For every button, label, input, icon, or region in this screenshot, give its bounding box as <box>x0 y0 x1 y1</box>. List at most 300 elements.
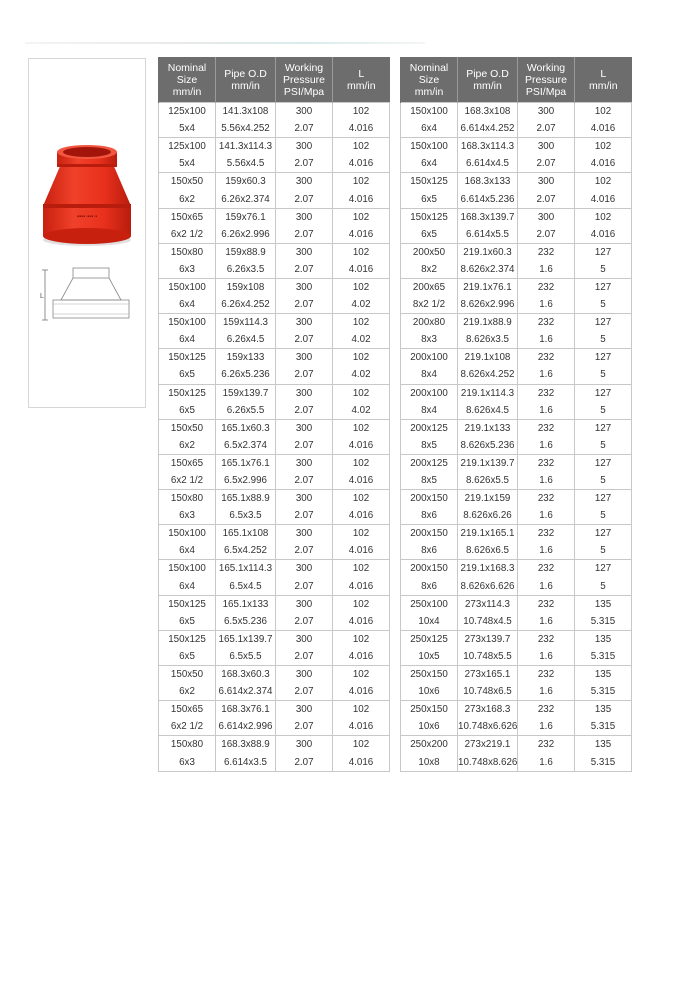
table-row-imperial <box>159 578 390 596</box>
table-row-metric <box>159 103 390 121</box>
nominal-size-cell: 6x5 <box>159 613 216 631</box>
table-row-imperial <box>159 648 390 666</box>
pipe-od-cell: 6.26x3.5 <box>216 261 276 279</box>
pressure-cell: 2.07 <box>276 261 333 279</box>
length-cell: 102 <box>333 314 390 332</box>
length-cell: 4.016 <box>333 718 390 736</box>
table-row-imperial <box>159 472 390 490</box>
length-cell: 5 <box>575 472 632 490</box>
header-working-pressure: Working Pressure PSI/Mpa <box>518 57 575 103</box>
table-row-imperial <box>159 542 390 560</box>
pipe-od-cell: 10.748x5.5 <box>458 648 518 666</box>
nominal-size-cell: 5x4 <box>159 155 216 173</box>
nominal-size-cell: 6x4 <box>401 155 458 173</box>
pressure-cell: 1.6 <box>518 578 575 596</box>
nominal-size-cell: 6x2 <box>159 190 216 208</box>
nominal-size-cell: 150x80 <box>159 490 216 508</box>
length-cell: 5.315 <box>575 683 632 701</box>
nominal-size-cell: 8x4 <box>401 366 458 384</box>
pipe-od-cell: 6.5x2.996 <box>216 472 276 490</box>
nominal-size-cell: 200x150 <box>401 525 458 543</box>
pipe-od-cell: 6.26x2.996 <box>216 226 276 244</box>
pipe-od-cell: 165.1x108 <box>216 525 276 543</box>
table-row-imperial <box>401 261 632 279</box>
pressure-cell: 232 <box>518 490 575 508</box>
pipe-od-cell: 165.1x133 <box>216 595 276 613</box>
pipe-od-cell: 10.748x6.5 <box>458 683 518 701</box>
length-cell: 102 <box>333 595 390 613</box>
pipe-od-cell: 8.626x4.252 <box>458 366 518 384</box>
pipe-od-cell: 6.614x2.996 <box>216 718 276 736</box>
pressure-cell: 300 <box>276 103 333 121</box>
pipe-od-cell: 6.614x2.374 <box>216 683 276 701</box>
pipe-od-cell: 6.614x4.252 <box>458 120 518 138</box>
table-row-metric <box>401 525 632 543</box>
table-row-imperial <box>401 683 632 701</box>
svg-text:▪▪▪▪ ▪▪▪ ▪: ▪▪▪▪ ▪▪▪ ▪ <box>76 214 98 220</box>
pipe-od-cell: 168.3x88.9 <box>216 736 276 754</box>
nominal-size-cell: 150x100 <box>401 138 458 156</box>
length-cell: 127 <box>575 384 632 402</box>
pipe-od-cell: 273x139.7 <box>458 630 518 648</box>
length-cell: 102 <box>333 490 390 508</box>
pressure-cell: 2.07 <box>518 190 575 208</box>
pressure-cell: 1.6 <box>518 718 575 736</box>
pipe-od-cell: 6.614x5.5 <box>458 226 518 244</box>
nominal-size-cell: 6x2 <box>159 437 216 455</box>
pressure-cell: 2.07 <box>518 226 575 244</box>
nominal-size-cell: 8x2 1/2 <box>401 296 458 314</box>
table-row-metric <box>159 278 390 296</box>
nominal-size-cell: 125x100 <box>159 103 216 121</box>
top-divider <box>25 42 425 44</box>
pipe-od-cell: 8.626x5.5 <box>458 472 518 490</box>
nominal-size-cell: 6x4 <box>159 331 216 349</box>
nominal-size-cell: 10x8 <box>401 753 458 771</box>
table-row-metric <box>159 384 390 402</box>
nominal-size-cell: 200x150 <box>401 560 458 578</box>
nominal-size-cell: 250x150 <box>401 701 458 719</box>
length-cell: 102 <box>333 243 390 261</box>
table-row-imperial <box>159 331 390 349</box>
table-row-metric <box>159 208 390 226</box>
table-row-imperial <box>401 190 632 208</box>
length-cell: 127 <box>575 349 632 367</box>
table-row-imperial <box>159 155 390 173</box>
table-row-metric <box>401 595 632 613</box>
length-cell: 127 <box>575 243 632 261</box>
pipe-od-cell: 8.626x3.5 <box>458 331 518 349</box>
table-row-metric <box>401 384 632 402</box>
header-pipe-od: Pipe O.D mm/in <box>458 57 518 103</box>
length-cell: 4.016 <box>333 120 390 138</box>
pressure-cell: 300 <box>276 243 333 261</box>
pipe-od-cell: 219.1x168.3 <box>458 560 518 578</box>
pressure-cell: 300 <box>276 490 333 508</box>
pipe-od-cell: 6.26x2.374 <box>216 190 276 208</box>
length-cell: 4.016 <box>333 507 390 525</box>
pressure-cell: 232 <box>518 666 575 684</box>
pressure-cell: 300 <box>276 595 333 613</box>
nominal-size-cell: 200x80 <box>401 314 458 332</box>
nominal-size-cell: 6x4 <box>159 542 216 560</box>
length-cell: 4.016 <box>333 683 390 701</box>
pressure-cell: 1.6 <box>518 613 575 631</box>
pipe-od-cell: 10.748x8.626 <box>458 753 518 771</box>
pressure-cell: 1.6 <box>518 331 575 349</box>
pressure-cell: 300 <box>276 314 333 332</box>
length-cell: 135 <box>575 666 632 684</box>
pressure-cell: 1.6 <box>518 437 575 455</box>
table-row-imperial <box>401 507 632 525</box>
grooved-concentric-reducer-photo-icon <box>35 144 139 250</box>
pressure-cell: 300 <box>276 701 333 719</box>
table-row-imperial <box>159 507 390 525</box>
table-row-metric <box>159 595 390 613</box>
pressure-cell: 232 <box>518 595 575 613</box>
table-row-imperial <box>401 718 632 736</box>
table-row-metric <box>159 173 390 191</box>
length-cell: 5 <box>575 542 632 560</box>
pipe-od-cell: 6.614x3.5 <box>216 753 276 771</box>
table-row-imperial <box>159 753 390 771</box>
length-cell: 135 <box>575 736 632 754</box>
length-cell: 127 <box>575 278 632 296</box>
pressure-cell: 2.07 <box>276 578 333 596</box>
length-cell: 102 <box>333 560 390 578</box>
table-row-imperial <box>401 296 632 314</box>
table-row-metric <box>159 349 390 367</box>
length-cell: 4.02 <box>333 402 390 420</box>
pressure-cell: 232 <box>518 701 575 719</box>
header-length: L mm/in <box>575 57 632 103</box>
nominal-size-cell: 6x4 <box>159 578 216 596</box>
table-row-imperial <box>401 366 632 384</box>
pipe-od-cell: 141.3x108 <box>216 103 276 121</box>
length-cell: 4.016 <box>333 226 390 244</box>
length-cell: 102 <box>575 138 632 156</box>
nominal-size-cell: 150x65 <box>159 454 216 472</box>
pressure-cell: 2.07 <box>276 296 333 314</box>
pressure-cell: 2.07 <box>276 683 333 701</box>
pipe-od-cell: 219.1x60.3 <box>458 243 518 261</box>
pressure-cell: 232 <box>518 454 575 472</box>
nominal-size-cell: 200x100 <box>401 349 458 367</box>
pressure-cell: 1.6 <box>518 296 575 314</box>
nominal-size-cell: 150x100 <box>401 103 458 121</box>
pressure-cell: 2.07 <box>276 507 333 525</box>
length-cell: 127 <box>575 560 632 578</box>
pipe-od-cell: 165.1x114.3 <box>216 560 276 578</box>
nominal-size-cell: 200x125 <box>401 419 458 437</box>
length-cell: 102 <box>333 454 390 472</box>
pressure-cell: 1.6 <box>518 261 575 279</box>
pressure-cell: 2.07 <box>518 155 575 173</box>
pressure-cell: 1.6 <box>518 366 575 384</box>
pipe-od-cell: 8.626x4.5 <box>458 402 518 420</box>
nominal-size-cell: 6x4 <box>159 296 216 314</box>
table-row-metric <box>401 138 632 156</box>
table-row-metric <box>401 419 632 437</box>
length-cell: 4.016 <box>333 155 390 173</box>
pipe-od-cell: 168.3x60.3 <box>216 666 276 684</box>
nominal-size-cell: 150x125 <box>401 173 458 191</box>
nominal-size-cell: 6x5 <box>159 648 216 666</box>
table-row-imperial <box>401 753 632 771</box>
length-cell: 127 <box>575 419 632 437</box>
pipe-od-cell: 6.26x4.252 <box>216 296 276 314</box>
table-row-metric <box>159 490 390 508</box>
pressure-cell: 232 <box>518 278 575 296</box>
nominal-size-cell: 8x6 <box>401 507 458 525</box>
pressure-cell: 300 <box>518 138 575 156</box>
pressure-cell: 2.07 <box>276 155 333 173</box>
nominal-size-cell: 200x100 <box>401 384 458 402</box>
nominal-size-cell: 8x4 <box>401 402 458 420</box>
table-row-metric <box>401 736 632 754</box>
nominal-size-cell: 150x65 <box>159 208 216 226</box>
pipe-od-cell: 159x88.9 <box>216 243 276 261</box>
table-row-imperial <box>159 613 390 631</box>
header-working-pressure: Working Pressure PSI/Mpa <box>276 57 333 103</box>
length-cell: 135 <box>575 595 632 613</box>
length-cell: 5 <box>575 402 632 420</box>
length-cell: 102 <box>575 103 632 121</box>
pressure-cell: 2.07 <box>276 366 333 384</box>
length-cell: 4.02 <box>333 366 390 384</box>
pipe-od-cell: 273x114.3 <box>458 595 518 613</box>
pipe-od-cell: 8.626x2.374 <box>458 261 518 279</box>
length-cell: 127 <box>575 525 632 543</box>
reducer-dimension-drawing-icon <box>39 264 139 324</box>
pipe-od-cell: 159x133 <box>216 349 276 367</box>
length-cell: 102 <box>333 173 390 191</box>
nominal-size-cell: 6x4 <box>401 120 458 138</box>
pressure-cell: 232 <box>518 419 575 437</box>
pressure-cell: 300 <box>276 349 333 367</box>
nominal-size-cell: 150x80 <box>159 736 216 754</box>
pipe-od-cell: 273x168.3 <box>458 701 518 719</box>
nominal-size-cell: 8x2 <box>401 261 458 279</box>
length-cell: 102 <box>333 138 390 156</box>
length-cell: 4.016 <box>575 155 632 173</box>
nominal-size-cell: 150x125 <box>159 349 216 367</box>
table-row-imperial <box>401 155 632 173</box>
spec-table-left <box>158 57 390 772</box>
pressure-cell: 300 <box>276 384 333 402</box>
pipe-od-cell: 6.26x5.5 <box>216 402 276 420</box>
table-row-imperial <box>159 261 390 279</box>
nominal-size-cell: 150x100 <box>159 278 216 296</box>
pressure-cell: 300 <box>518 103 575 121</box>
pipe-od-cell: 141.3x114.3 <box>216 138 276 156</box>
pressure-cell: 232 <box>518 243 575 261</box>
header-length: L mm/in <box>333 57 390 103</box>
pressure-cell: 232 <box>518 560 575 578</box>
nominal-size-cell: 6x2 1/2 <box>159 472 216 490</box>
pressure-cell: 2.07 <box>276 542 333 560</box>
pressure-cell: 300 <box>276 666 333 684</box>
table-row-metric <box>401 208 632 226</box>
pressure-cell: 300 <box>276 454 333 472</box>
length-cell: 127 <box>575 454 632 472</box>
pressure-cell: 2.07 <box>276 402 333 420</box>
pipe-od-cell: 165.1x76.1 <box>216 454 276 472</box>
table-row-metric <box>401 490 632 508</box>
table-row-metric <box>159 454 390 472</box>
pressure-cell: 2.07 <box>276 226 333 244</box>
pipe-od-cell: 219.1x108 <box>458 349 518 367</box>
nominal-size-cell: 150x80 <box>159 243 216 261</box>
nominal-size-cell: 10x6 <box>401 683 458 701</box>
nominal-size-cell: 150x125 <box>401 208 458 226</box>
pressure-cell: 2.07 <box>276 331 333 349</box>
product-panel <box>28 58 146 408</box>
length-cell: 102 <box>333 666 390 684</box>
length-cell: 102 <box>333 419 390 437</box>
pipe-od-cell: 219.1x159 <box>458 490 518 508</box>
nominal-size-cell: 150x50 <box>159 666 216 684</box>
table-body-right <box>401 103 632 772</box>
length-cell: 5 <box>575 296 632 314</box>
pipe-od-cell: 168.3x114.3 <box>458 138 518 156</box>
nominal-size-cell: 6x2 1/2 <box>159 226 216 244</box>
nominal-size-cell: 150x65 <box>159 701 216 719</box>
table-row-imperial <box>401 120 632 138</box>
table-row-metric <box>401 278 632 296</box>
pipe-od-cell: 8.626x6.5 <box>458 542 518 560</box>
pipe-od-cell: 165.1x60.3 <box>216 419 276 437</box>
nominal-size-cell: 250x125 <box>401 630 458 648</box>
nominal-size-cell: 200x65 <box>401 278 458 296</box>
pressure-cell: 1.6 <box>518 472 575 490</box>
table-row-metric <box>159 419 390 437</box>
pipe-od-cell: 165.1x88.9 <box>216 490 276 508</box>
pressure-cell: 232 <box>518 384 575 402</box>
pipe-od-cell: 10.748x4.5 <box>458 613 518 631</box>
nominal-size-cell: 6x5 <box>401 226 458 244</box>
length-cell: 4.016 <box>333 613 390 631</box>
pipe-od-cell: 273x219.1 <box>458 736 518 754</box>
header-nominal-size: Nominal Size mm/in <box>159 57 216 103</box>
table-row-metric <box>159 736 390 754</box>
pressure-cell: 2.07 <box>276 613 333 631</box>
length-cell: 102 <box>575 173 632 191</box>
table-row-imperial <box>159 402 390 420</box>
table-row-imperial <box>401 578 632 596</box>
pipe-od-cell: 159x60.3 <box>216 173 276 191</box>
pipe-od-cell: 159x108 <box>216 278 276 296</box>
spec-table-right <box>400 57 632 772</box>
pressure-cell: 1.6 <box>518 402 575 420</box>
table-row-imperial <box>159 683 390 701</box>
length-cell: 102 <box>333 701 390 719</box>
table-row-metric <box>401 454 632 472</box>
pressure-cell: 2.07 <box>276 190 333 208</box>
nominal-size-cell: 150x100 <box>159 314 216 332</box>
nominal-size-cell: 6x5 <box>159 366 216 384</box>
table-row-metric <box>159 666 390 684</box>
length-cell: 102 <box>333 103 390 121</box>
pipe-od-cell: 6.26x4.5 <box>216 331 276 349</box>
pipe-od-cell: 219.1x114.3 <box>458 384 518 402</box>
pipe-od-cell: 6.614x5.236 <box>458 190 518 208</box>
pressure-cell: 1.6 <box>518 507 575 525</box>
pipe-od-cell: 6.5x4.5 <box>216 578 276 596</box>
length-cell: 102 <box>333 525 390 543</box>
pressure-cell: 300 <box>276 630 333 648</box>
pipe-od-cell: 8.626x5.236 <box>458 437 518 455</box>
length-cell: 5.315 <box>575 648 632 666</box>
pressure-cell: 300 <box>276 525 333 543</box>
pipe-od-cell: 219.1x88.9 <box>458 314 518 332</box>
table-row-imperial <box>159 718 390 736</box>
length-cell: 127 <box>575 314 632 332</box>
table-row-imperial <box>159 190 390 208</box>
pressure-cell: 232 <box>518 349 575 367</box>
pipe-od-cell: 219.1x133 <box>458 419 518 437</box>
nominal-size-cell: 8x6 <box>401 578 458 596</box>
pressure-cell: 2.07 <box>276 718 333 736</box>
pipe-od-cell: 8.626x2.996 <box>458 296 518 314</box>
length-cell: 4.016 <box>333 542 390 560</box>
pipe-od-cell: 6.5x5.236 <box>216 613 276 631</box>
nominal-size-cell: 8x6 <box>401 542 458 560</box>
pipe-od-cell: 6.26x5.236 <box>216 366 276 384</box>
length-cell: 4.016 <box>333 753 390 771</box>
length-cell: 4.016 <box>575 120 632 138</box>
table-row-metric <box>159 630 390 648</box>
nominal-size-cell: 6x5 <box>401 190 458 208</box>
pressure-cell: 1.6 <box>518 542 575 560</box>
length-cell: 5 <box>575 366 632 384</box>
table-row-imperial <box>159 366 390 384</box>
nominal-size-cell: 200x125 <box>401 454 458 472</box>
nominal-size-cell: 200x150 <box>401 490 458 508</box>
pipe-od-cell: 219.1x76.1 <box>458 278 518 296</box>
table-row-metric <box>159 560 390 578</box>
pipe-od-cell: 168.3x133 <box>458 173 518 191</box>
nominal-size-cell: 125x100 <box>159 138 216 156</box>
nominal-size-cell: 8x3 <box>401 331 458 349</box>
nominal-size-cell: 150x50 <box>159 173 216 191</box>
nominal-size-cell: 10x4 <box>401 613 458 631</box>
table-row-imperial <box>401 472 632 490</box>
pressure-cell: 300 <box>518 173 575 191</box>
table-row-imperial <box>401 331 632 349</box>
length-cell: 4.016 <box>333 261 390 279</box>
length-cell: 4.02 <box>333 296 390 314</box>
table-row-metric <box>159 525 390 543</box>
length-cell: 5 <box>575 261 632 279</box>
pipe-od-cell: 159x76.1 <box>216 208 276 226</box>
nominal-size-cell: 6x3 <box>159 261 216 279</box>
table-body-left <box>159 103 390 772</box>
pipe-od-cell: 219.1x165.1 <box>458 525 518 543</box>
table-row-metric <box>401 701 632 719</box>
length-cell: 135 <box>575 630 632 648</box>
table-row-metric <box>401 560 632 578</box>
length-cell: 5 <box>575 437 632 455</box>
pressure-cell: 300 <box>276 560 333 578</box>
pipe-od-cell: 159x114.3 <box>216 314 276 332</box>
nominal-size-cell: 250x150 <box>401 666 458 684</box>
pipe-od-cell: 273x165.1 <box>458 666 518 684</box>
length-cell: 4.02 <box>333 331 390 349</box>
pipe-od-cell: 6.5x2.374 <box>216 437 276 455</box>
table-row-metric <box>401 314 632 332</box>
nominal-size-cell: 6x3 <box>159 753 216 771</box>
